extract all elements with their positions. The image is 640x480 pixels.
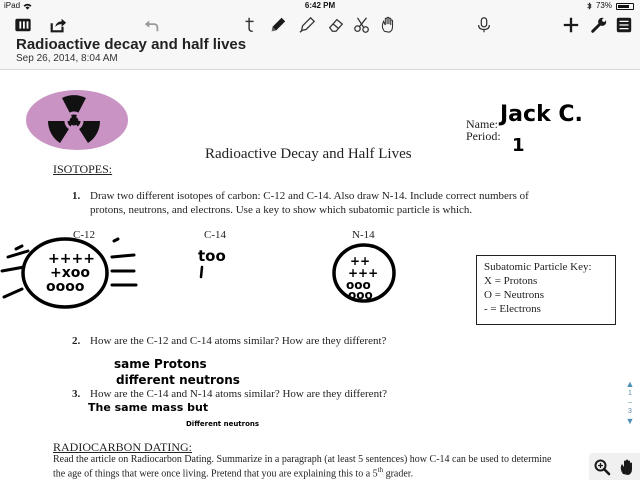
scissors-icon[interactable] [352,15,372,35]
battery-icon [616,3,634,10]
radiation-icon [24,87,130,151]
svg-text:+++: +++ [348,266,379,280]
svg-text:Different neutrons: Different neutrons [186,420,260,428]
bottom-tools [589,453,640,480]
svg-text:oooo: oooo [46,279,85,295]
question-2-answer [112,355,272,391]
undo-icon[interactable] [142,15,162,35]
hand-tool-icon[interactable] [378,15,398,35]
question-2-number: 2. [72,335,81,347]
svg-text:+xoo: +xoo [50,265,90,281]
share-icon[interactable] [48,15,68,35]
note-title[interactable]: Radioactive decay and half lives [16,36,247,53]
pen-tool-icon[interactable] [268,15,288,35]
status-bar [0,0,640,12]
particle-key-box [476,255,616,325]
n14-atom-drawing [328,239,400,305]
svg-text:1: 1 [512,135,525,156]
highlighter-icon[interactable] [297,15,317,35]
worksheet-page[interactable] [0,71,640,480]
question-3-text: How are the C-14 and N-14 atoms similar? How are they different? [90,388,388,400]
c12-label: C-12 [73,229,95,241]
page-divider: – [628,399,632,406]
worksheet-title: Radioactive Decay and Half Lives [205,146,412,162]
current-page: 1 [628,390,632,397]
question-3-answer [86,399,286,433]
question-2-text: How are the C-12 and C-14 atoms similar? How are they different? [90,335,387,347]
radiocarbon-heading: RADIOCARBON DATING: [53,440,193,454]
key-neutrons: O = Neutrons [484,289,544,301]
svg-text:different neutrons: different neutrons [116,373,240,387]
notebooks-icon[interactable] [13,15,33,35]
carrier-label: iPad [4,1,21,10]
microphone-icon[interactable] [474,15,494,35]
key-title: Subatomic Particle Key: [484,261,592,273]
palm-rest-icon[interactable] [618,458,636,476]
battery-percent: 73% [595,1,612,10]
name-label: Name: [466,117,498,131]
toolbar [0,12,640,38]
c14-atom-drawing [196,245,246,285]
n14-label: N-14 [352,229,375,241]
radiocarbon-paragraph-line-1: Read the article on Radiocarbon Dating. Summarize in a paragraph (at least 5 sentences) how C-14 can be used to determine [53,454,552,465]
page-up-icon[interactable]: ▲ [625,379,635,389]
note-date: Sep 26, 2014, 8:04 AM [16,53,118,64]
svg-text:++++: ++++ [48,251,95,267]
zoom-icon[interactable] [593,458,611,476]
add-icon[interactable] [561,15,581,35]
handwritten-name [496,95,626,159]
status-time: 6:42 PM [304,1,336,10]
question-3-number: 3. [72,388,81,400]
period-label: Period: [466,129,501,143]
bluetooth-icon [587,2,592,10]
list-icon[interactable] [614,15,634,35]
svg-text:Jack C.: Jack C. [500,102,583,127]
radiocarbon-paragraph-line-2: the age of things that were once living. Pretend that you are explaining this to a 5th grader. [53,466,414,480]
svg-text:same Protons: same Protons [114,357,207,371]
svg-text:too: too [198,247,226,265]
settings-icon[interactable] [589,15,609,35]
c14-label: C-14 [204,229,226,241]
key-electrons: - = Electrons [484,303,541,315]
svg-text:ooo: ooo [346,278,371,292]
total-pages: 3 [628,408,632,415]
svg-text:++: ++ [350,254,371,268]
eraser-icon[interactable] [326,15,346,35]
svg-text:The same mass but: The same mass but [88,401,209,414]
text-tool-icon[interactable] [240,15,260,35]
page-navigator [622,379,638,439]
question-1-number: 1. [72,190,81,202]
isotopes-heading: ISOTOPES: [53,162,113,176]
c12-atom-drawing [0,233,150,313]
status-right [587,0,634,12]
svg-text:ooo: ooo [348,288,373,302]
question-1-line-2: protons, neutrons, and electrons. Use a key to show which subatomic particle is which. [90,204,473,216]
key-protons: X = Protons [484,275,538,287]
note-header [0,38,640,70]
question-1-line-1: Draw two different isotopes of carbon: C-12 and C-14. Also draw N-14. Include correct numbers of [90,190,529,202]
page-down-icon[interactable]: ▼ [625,416,635,426]
